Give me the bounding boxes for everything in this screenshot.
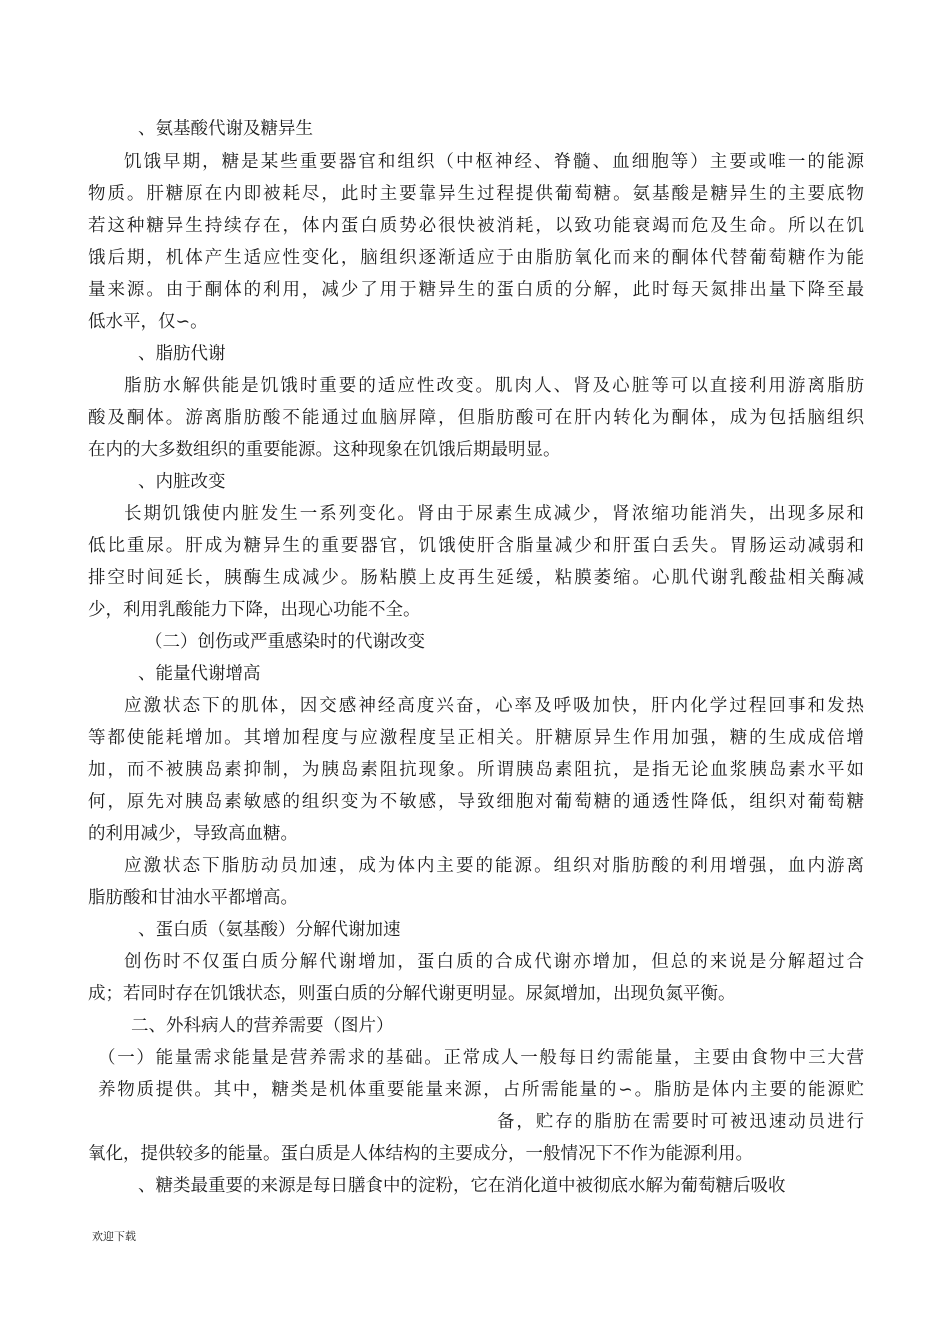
text-line: 加，而不被胰岛素抑制，为胰岛素阻抗现象。所谓胰岛素阻抗，是指无论血浆胰岛素水平如 [88, 760, 864, 780]
text-line: 少，利用乳酸能力下降，出现心功能不全。 [88, 600, 421, 620]
text-line: 创伤时不仅蛋白质分解代谢增加，蛋白质的合成代谢亦增加，但总的来说是分解超过合 [124, 952, 864, 972]
text-line: 脂肪酸和甘油水平都增高。 [88, 888, 298, 908]
text-line: 、能量代谢增高 [138, 664, 261, 684]
text-line: 酸及酮体。游离脂肪酸不能通过血脑屏障，但脂肪酸可在肝内转化为酮体，成为包括脑组织 [88, 408, 864, 428]
text-line: 、内脏改变 [138, 472, 226, 492]
text-line: 排空时间延长，胰酶生成减少。肠粘膜上皮再生延缓，粘膜萎缩。心肌代谢乳酸盐相关酶减 [88, 568, 864, 588]
text-line: 脂肪水解供能是饥饿时重要的适应性改变。肌肉人、肾及心脏等可以直接利用游离脂肪 [124, 376, 864, 396]
footer-note: 欢迎下载 [92, 1230, 136, 1243]
text-line: 低水平，仅∽。 [88, 312, 208, 332]
text-line: 二、外科病人的营养需要（图片） [131, 1016, 394, 1036]
text-line: 饿后期，机体产生适应性变化，脑组织逐渐适应于由脂肪氧化而来的酮体代替葡萄糖作为能 [88, 248, 864, 268]
text-line: （二）创伤或严重感染时的代谢改变 [145, 632, 425, 652]
text-line: 养物质提供。其中，糖类是机体重要能量来源，占所需能量的∽。脂肪是体内主要的能源贮 [98, 1080, 864, 1100]
text-line: 何，原先对胰岛素敏感的组织变为不敏感，导致细胞对葡萄糖的通透性降低，组织对葡萄糖 [88, 792, 864, 812]
text-line: 等都使能耗增加。其增加程度与应激程度呈正相关。肝糖原异生作用加强，糖的生成成倍增 [88, 728, 864, 748]
text-line: 备，贮存的脂肪在需要时可被迅速动员进行 [497, 1112, 864, 1132]
text-line: 若这种糖异生持续存在，体内蛋白质势必很快被消耗，以致功能衰竭而危及生命。所以在饥 [88, 216, 864, 236]
text-line: 、氨基酸代谢及糖异生 [138, 119, 313, 139]
text-line: 、蛋白质（氨基酸）分解代谢加速 [138, 920, 401, 940]
text-line: 饥饿早期，糖是某些重要器官和组织（中枢神经、脊髓、血细胞等）主要或唯一的能源 [124, 152, 864, 172]
text-line: 氧化，提供较多的能量。蛋白质是人体结构的主要成分，一般情况下不作为能源利用。 [88, 1144, 753, 1164]
text-line: （一）能量需求能量是营养需求的基础。正常成人一般每日约需能量，主要由食物中三大营 [98, 1048, 864, 1068]
text-line: 量来源。由于酮体的利用，减少了用于糖异生的蛋白质的分解，此时每天氮排出量下降至最 [88, 280, 864, 300]
text-line: 物质。肝糖原在内即被耗尽，此时主要靠异生过程提供葡萄糖。氨基酸是糖异生的主要底物 [88, 184, 864, 204]
text-line: 成；若同时存在饥饿状态，则蛋白质的分解代谢更明显。尿氮增加，出现负氮平衡。 [88, 984, 736, 1004]
text-line: 应激状态下的肌体，因交感神经高度兴奋，心率及呼吸加快，肝内化学过程回事和发热 [124, 696, 864, 716]
text-line: 、脂肪代谢 [138, 344, 226, 364]
text-line: 的利用减少，导致高血糖。 [88, 824, 298, 844]
text-line: 、糖类最重要的来源是每日膳食中的淀粉，它在消化道中被彻底水解为葡萄糖后吸收 [138, 1176, 786, 1196]
text-line: 在内的大多数组织的重要能源。这种现象在饥饿后期最明显。 [88, 440, 561, 460]
text-line: 应激状态下脂肪动员加速，成为体内主要的能源。组织对脂肪酸的利用增强，血内游离 [124, 856, 864, 876]
text-line: 长期饥饿使内脏发生一系列变化。肾由于尿素生成减少，肾浓缩功能消失，出现多尿和 [124, 504, 864, 524]
text-line: 低比重尿。肝成为糖异生的重要器官，饥饿使肝含脂量减少和肝蛋白丢失。胃肠运动减弱和 [88, 536, 864, 556]
